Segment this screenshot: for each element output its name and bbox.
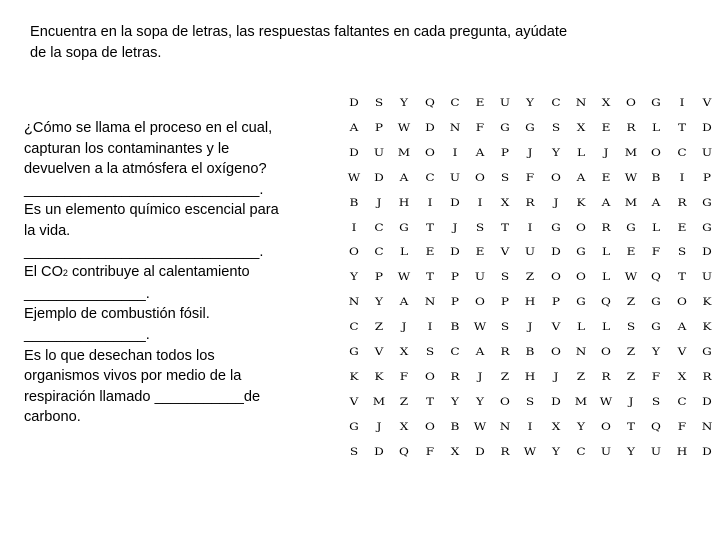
letter-cell[interactable]: G bbox=[349, 346, 359, 358]
letter-cell[interactable]: G bbox=[651, 321, 662, 334]
letter-cell[interactable]: H bbox=[399, 196, 410, 209]
letter-cell[interactable]: G bbox=[626, 221, 637, 234]
letter-cell[interactable]: G bbox=[349, 420, 359, 433]
letter-cell[interactable]: E bbox=[601, 121, 611, 134]
letter-cell[interactable]: O bbox=[550, 346, 561, 358]
letter-cell[interactable]: C bbox=[450, 346, 460, 358]
letter-cell[interactable]: F bbox=[400, 370, 409, 383]
letter-cell[interactable]: R bbox=[500, 346, 510, 358]
letter-cell[interactable]: U bbox=[449, 171, 460, 184]
letter-cell[interactable]: C bbox=[349, 321, 359, 334]
letter-cell[interactable]: D bbox=[701, 395, 712, 408]
letter-cell[interactable]: A bbox=[601, 196, 611, 209]
letter-cell[interactable]: E bbox=[475, 97, 485, 109]
letter-cell[interactable]: D bbox=[701, 246, 712, 259]
letter-cell[interactable]: G bbox=[651, 296, 662, 309]
letter-cell[interactable]: Y bbox=[400, 97, 409, 109]
letter-cell[interactable]: R bbox=[450, 370, 460, 383]
letter-cell[interactable]: J bbox=[401, 321, 407, 334]
letter-cell[interactable]: D bbox=[701, 121, 712, 134]
letter-cell[interactable]: U bbox=[474, 271, 486, 284]
letter-cell[interactable]: B bbox=[525, 346, 535, 358]
letter-cell[interactable]: T bbox=[425, 221, 434, 234]
letter-cell[interactable]: P bbox=[450, 271, 459, 284]
letter-cell[interactable]: Y bbox=[652, 346, 661, 358]
letter-cell[interactable]: X bbox=[400, 346, 409, 358]
letter-cell[interactable]: V bbox=[374, 346, 384, 358]
letter-cell[interactable]: K bbox=[349, 370, 359, 383]
letter-cell[interactable]: X bbox=[551, 420, 560, 433]
letter-cell[interactable]: O bbox=[475, 296, 485, 309]
letter-cell[interactable]: O bbox=[349, 246, 359, 259]
letter-cell[interactable]: D bbox=[550, 395, 561, 408]
letter-cell[interactable]: B bbox=[349, 196, 359, 209]
letter-cell[interactable]: V bbox=[702, 97, 712, 109]
letter-cell[interactable]: D bbox=[449, 196, 460, 209]
letter-cell[interactable]: B bbox=[450, 321, 460, 334]
letter-cell[interactable]: R bbox=[525, 196, 535, 209]
letter-cell[interactable]: N bbox=[424, 296, 435, 309]
letter-cell[interactable]: S bbox=[501, 171, 510, 184]
letter-cell[interactable]: S bbox=[475, 221, 485, 234]
letter-cell[interactable]: N bbox=[575, 346, 587, 358]
letter-cell[interactable]: N bbox=[701, 420, 713, 433]
letter-cell[interactable]: K bbox=[374, 370, 384, 383]
letter-cell[interactable]: Y bbox=[576, 420, 585, 433]
letter-cell[interactable]: Y bbox=[627, 445, 636, 458]
letter-cell[interactable]: Y bbox=[476, 395, 484, 408]
letter-cell[interactable]: S bbox=[526, 395, 535, 408]
letter-cell[interactable]: G bbox=[701, 196, 712, 209]
letter-cell[interactable]: G bbox=[575, 296, 586, 309]
letter-cell[interactable]: U bbox=[701, 271, 712, 284]
letter-cell[interactable]: Q bbox=[399, 445, 410, 458]
letter-cell[interactable]: L bbox=[652, 121, 661, 134]
letter-cell[interactable]: M bbox=[398, 146, 411, 159]
letter-cell[interactable]: U bbox=[651, 445, 662, 458]
letter-cell[interactable]: U bbox=[374, 146, 385, 159]
letter-cell[interactable]: O bbox=[550, 271, 561, 284]
letter-cell[interactable]: C bbox=[576, 445, 586, 458]
letter-cell[interactable]: D bbox=[374, 171, 385, 184]
question-4-line-1: Ejemplo de combustión fósil. bbox=[24, 306, 210, 323]
letter-cell[interactable]: J bbox=[527, 146, 533, 159]
letter-cell[interactable]: F bbox=[475, 121, 485, 134]
letter-cell[interactable]: A bbox=[349, 121, 359, 134]
letter-cell[interactable]: Y bbox=[551, 146, 560, 159]
letter-cell[interactable]: G bbox=[701, 346, 712, 358]
letter-cell[interactable]: X bbox=[500, 196, 510, 209]
letter-cell[interactable]: W bbox=[398, 121, 411, 134]
letter-cell[interactable]: T bbox=[501, 221, 510, 234]
letter-cell[interactable]: N bbox=[575, 97, 587, 109]
letter-cell[interactable]: R bbox=[702, 370, 712, 383]
letter-cell[interactable]: Z bbox=[374, 321, 384, 334]
letter-cell[interactable]: J bbox=[553, 196, 559, 209]
letter-cell[interactable]: Y bbox=[375, 296, 384, 309]
letter-cell[interactable]: O bbox=[424, 420, 435, 433]
question-1-line-2: capturan los contaminantes y le bbox=[24, 140, 230, 157]
letter-cell[interactable]: L bbox=[576, 321, 585, 334]
letter-cell[interactable]: O bbox=[575, 271, 586, 284]
letter-cell[interactable]: E bbox=[626, 246, 636, 259]
letter-cell[interactable]: D bbox=[374, 445, 385, 458]
letter-cell[interactable]: X bbox=[450, 445, 460, 458]
letter-cell[interactable]: W bbox=[473, 321, 487, 334]
question-2-line-2: la vida. bbox=[24, 222, 71, 239]
letter-cell[interactable]: A bbox=[400, 296, 409, 309]
letter-cell[interactable]: Q bbox=[601, 296, 611, 309]
instructions-line-2: de la sopa de letras. bbox=[30, 45, 162, 61]
letter-cell[interactable]: R bbox=[677, 196, 687, 209]
question-3-prefix: El CO bbox=[24, 264, 63, 281]
letter-cell[interactable]: A bbox=[576, 171, 586, 184]
letter-cell[interactable]: S bbox=[501, 271, 510, 284]
question-3-subscript: 2 bbox=[62, 268, 68, 279]
letter-cell[interactable]: G bbox=[550, 221, 561, 234]
letter-cell[interactable]: I bbox=[452, 146, 458, 159]
letter-cell[interactable]: D bbox=[349, 97, 359, 109]
letter-cell[interactable]: Z bbox=[626, 296, 636, 309]
letter-cell[interactable]: I bbox=[427, 321, 432, 334]
letter-cell[interactable]: F bbox=[526, 171, 535, 184]
letter-cell[interactable]: C bbox=[550, 97, 561, 109]
letter-cell[interactable]: J bbox=[628, 395, 634, 408]
letter-cell[interactable]: R bbox=[500, 445, 510, 458]
letter-cell[interactable]: W bbox=[347, 171, 361, 184]
letter-cell[interactable]: T bbox=[425, 271, 434, 284]
letter-cell[interactable]: V bbox=[677, 346, 686, 358]
letter-cell[interactable]: I bbox=[528, 420, 533, 433]
letter-cell[interactable]: W bbox=[624, 271, 638, 284]
letter-cell[interactable]: K bbox=[576, 196, 586, 209]
question-2-line-1: Es un elemento químico escencial para bbox=[24, 202, 279, 219]
letter-cell[interactable]: K bbox=[702, 321, 712, 334]
letter-cell[interactable]: I bbox=[679, 97, 684, 109]
letter-cell[interactable]: R bbox=[626, 121, 636, 134]
letter-cell[interactable]: I bbox=[427, 196, 432, 209]
letter-cell[interactable]: S bbox=[349, 445, 359, 458]
letter-cell[interactable]: J bbox=[603, 146, 609, 159]
letter-cell[interactable]: U bbox=[525, 246, 536, 259]
letter-cell[interactable]: V bbox=[349, 395, 359, 408]
letter-cell[interactable]: J bbox=[452, 221, 458, 234]
letter-cell[interactable]: O bbox=[626, 97, 637, 109]
letter-cell[interactable]: P bbox=[450, 296, 459, 309]
letter-cell[interactable]: B bbox=[651, 171, 661, 184]
question-1-line-3: devuelven a la atmósfera el oxígeno? bbox=[24, 161, 267, 178]
letter-cell[interactable]: H bbox=[525, 296, 536, 309]
letter-cell[interactable]: P bbox=[501, 296, 510, 309]
letter-cell[interactable]: D bbox=[475, 445, 485, 458]
letter-cell[interactable]: M bbox=[574, 395, 587, 408]
question-2-answer-blank[interactable]: _____________________________. bbox=[24, 243, 264, 260]
letter-cell[interactable]: L bbox=[576, 146, 585, 159]
letter-cell[interactable]: G bbox=[525, 121, 536, 134]
letter-cell[interactable]: T bbox=[677, 121, 686, 134]
letter-cell[interactable]: G bbox=[575, 246, 586, 259]
letter-cell[interactable]: V bbox=[500, 246, 510, 259]
letter-cell[interactable]: R bbox=[601, 370, 611, 383]
question-3-suffix: contribuye al calentamiento bbox=[67, 264, 250, 281]
letter-cell[interactable]: F bbox=[425, 445, 434, 458]
letter-cell[interactable]: L bbox=[652, 221, 661, 234]
letter-cell[interactable]: S bbox=[627, 321, 636, 334]
letter-cell[interactable]: Z bbox=[626, 346, 636, 358]
letter-cell[interactable]: X bbox=[677, 370, 686, 383]
letter-cell[interactable]: Z bbox=[526, 271, 535, 284]
letter-cell[interactable]: Z bbox=[576, 370, 585, 383]
letter-cell[interactable]: X bbox=[400, 420, 409, 433]
letter-cell[interactable]: O bbox=[601, 420, 611, 433]
letter-cell[interactable]: J bbox=[376, 420, 382, 433]
letter-cell[interactable]: C bbox=[676, 146, 687, 159]
letter-cell[interactable]: G bbox=[399, 221, 410, 234]
question-3-answer-blank[interactable]: _______________. bbox=[24, 285, 150, 302]
question-4-answer-blank[interactable]: _______________. bbox=[24, 326, 150, 343]
letter-cell[interactable]: I bbox=[528, 221, 533, 234]
letter-cell[interactable]: L bbox=[601, 246, 611, 259]
letter-cell[interactable]: W bbox=[473, 420, 487, 433]
letter-cell[interactable]: O bbox=[475, 171, 485, 184]
letter-cell[interactable]: E bbox=[475, 246, 485, 259]
letter-cell[interactable]: C bbox=[424, 171, 435, 184]
letter-cell[interactable]: Q bbox=[651, 420, 662, 433]
letter-cell[interactable]: C bbox=[450, 97, 460, 109]
letter-cell[interactable]: Z bbox=[500, 370, 510, 383]
letter-cell[interactable]: F bbox=[652, 246, 661, 259]
letter-cell[interactable]: S bbox=[501, 321, 510, 334]
letter-cell[interactable]: L bbox=[400, 246, 409, 259]
letter-cell[interactable]: E bbox=[677, 221, 686, 234]
letter-cell[interactable]: W bbox=[624, 171, 638, 184]
question-5-line-4: carbono. bbox=[24, 409, 81, 426]
letter-cell[interactable]: S bbox=[375, 97, 384, 109]
letter-cell[interactable]: O bbox=[500, 395, 511, 408]
letter-cell[interactable]: P bbox=[702, 171, 711, 184]
question-1-answer-blank[interactable]: _____________________________. bbox=[24, 181, 264, 198]
letter-cell[interactable]: E bbox=[425, 246, 434, 259]
letter-cell[interactable]: F bbox=[652, 370, 661, 383]
letter-cell[interactable]: D bbox=[349, 146, 359, 159]
letter-cell[interactable]: T bbox=[677, 271, 686, 284]
letter-cell[interactable]: A bbox=[475, 146, 485, 159]
letter-cell[interactable]: T bbox=[425, 395, 434, 408]
letter-cell[interactable]: P bbox=[551, 296, 560, 309]
letter-cell[interactable]: G bbox=[651, 97, 662, 109]
letter-cell[interactable]: X bbox=[576, 121, 586, 134]
letter-cell[interactable]: W bbox=[524, 445, 537, 458]
letter-cell[interactable]: H bbox=[525, 370, 536, 383]
letter-cell[interactable]: J bbox=[553, 370, 559, 383]
letter-cell[interactable]: S bbox=[425, 346, 434, 358]
letter-cell[interactable]: N bbox=[348, 296, 360, 309]
question-5-line-3[interactable]: respiración llamado ___________de bbox=[24, 388, 261, 405]
letter-cell[interactable]: A bbox=[475, 346, 485, 358]
letter-cell[interactable]: C bbox=[374, 246, 384, 259]
letter-cell[interactable]: Q bbox=[651, 271, 662, 284]
letter-cell[interactable]: O bbox=[601, 346, 611, 358]
letter-cell[interactable]: B bbox=[450, 420, 460, 433]
letter-cell[interactable]: P bbox=[501, 146, 510, 159]
letter-cell[interactable]: Q bbox=[424, 97, 435, 109]
letter-cell[interactable]: J bbox=[477, 370, 483, 383]
letter-cell[interactable]: Y bbox=[551, 445, 560, 458]
letter-cell[interactable]: O bbox=[424, 370, 435, 383]
letter-cell[interactable]: M bbox=[624, 146, 638, 159]
letter-cell[interactable]: P bbox=[375, 121, 384, 134]
letter-cell[interactable]: O bbox=[424, 146, 435, 159]
letter-cell[interactable]: I bbox=[351, 221, 357, 234]
letter-cell[interactable]: A bbox=[677, 321, 686, 334]
letter-cell[interactable]: J bbox=[527, 321, 533, 334]
letter-cell[interactable]: U bbox=[600, 445, 612, 458]
letter-cell[interactable]: I bbox=[679, 171, 684, 184]
letter-cell[interactable]: O bbox=[575, 221, 586, 234]
letter-cell[interactable]: D bbox=[550, 246, 561, 259]
letter-cell[interactable]: H bbox=[676, 445, 687, 458]
letter-cell[interactable]: G bbox=[701, 221, 712, 234]
letter-cell[interactable]: Y bbox=[450, 395, 459, 408]
letter-cell[interactable]: N bbox=[499, 420, 511, 433]
letter-cell[interactable]: U bbox=[701, 146, 712, 159]
letter-cell[interactable]: K bbox=[702, 296, 712, 309]
letter-cell[interactable]: E bbox=[601, 171, 611, 184]
letter-cell[interactable]: W bbox=[398, 271, 411, 284]
question-5-line-2: organismos vivos por medio de la bbox=[24, 368, 242, 385]
letter-cell[interactable]: M bbox=[624, 196, 638, 209]
letter-cell[interactable]: S bbox=[652, 395, 661, 408]
letter-cell[interactable]: D bbox=[424, 121, 435, 134]
letter-cell[interactable]: J bbox=[376, 196, 382, 209]
letter-cell[interactable]: S bbox=[677, 246, 686, 259]
letter-cell[interactable]: I bbox=[477, 196, 483, 209]
question-1-line-1: ¿Cómo se llama el proceso en el cual, bbox=[24, 120, 273, 136]
letter-cell[interactable]: C bbox=[676, 395, 687, 408]
letter-cell[interactable]: A bbox=[652, 196, 661, 209]
letter-cell[interactable]: D bbox=[449, 246, 460, 259]
letter-cell[interactable]: A bbox=[400, 171, 409, 184]
letter-cell[interactable]: W bbox=[599, 395, 613, 408]
letter-cell[interactable]: G bbox=[500, 121, 511, 134]
letter-cell[interactable]: Y bbox=[526, 97, 535, 109]
letter-cell[interactable]: N bbox=[449, 121, 461, 134]
letter-cell[interactable]: F bbox=[677, 420, 686, 433]
letter-cell[interactable]: S bbox=[551, 121, 560, 134]
letter-cell[interactable]: U bbox=[500, 97, 511, 109]
letter-cell[interactable]: Z bbox=[400, 395, 409, 408]
letter-cell[interactable]: X bbox=[601, 97, 611, 109]
letter-cell[interactable]: Y bbox=[350, 271, 358, 284]
letter-cell[interactable]: L bbox=[601, 321, 611, 334]
letter-cell[interactable]: T bbox=[627, 420, 636, 433]
letter-cell[interactable]: C bbox=[374, 221, 384, 234]
letter-cell[interactable]: D bbox=[701, 445, 712, 458]
letter-cell[interactable]: O bbox=[651, 146, 662, 159]
letter-cell[interactable]: L bbox=[601, 271, 611, 284]
letter-cell[interactable]: Z bbox=[626, 370, 636, 383]
letter-cell[interactable]: V bbox=[551, 321, 560, 334]
instructions-line-1: Encuentra en la sopa de letras, las respuestas faltantes en cada pregunta, ayúdate bbox=[30, 24, 568, 40]
letter-cell[interactable]: P bbox=[375, 271, 384, 284]
letter-cell[interactable]: O bbox=[676, 296, 687, 309]
question-5-line-1: Es lo que desechan todos los bbox=[24, 347, 215, 364]
letter-cell[interactable]: M bbox=[372, 395, 386, 408]
letter-cell[interactable]: O bbox=[550, 171, 561, 184]
letter-cell[interactable]: R bbox=[601, 221, 611, 234]
